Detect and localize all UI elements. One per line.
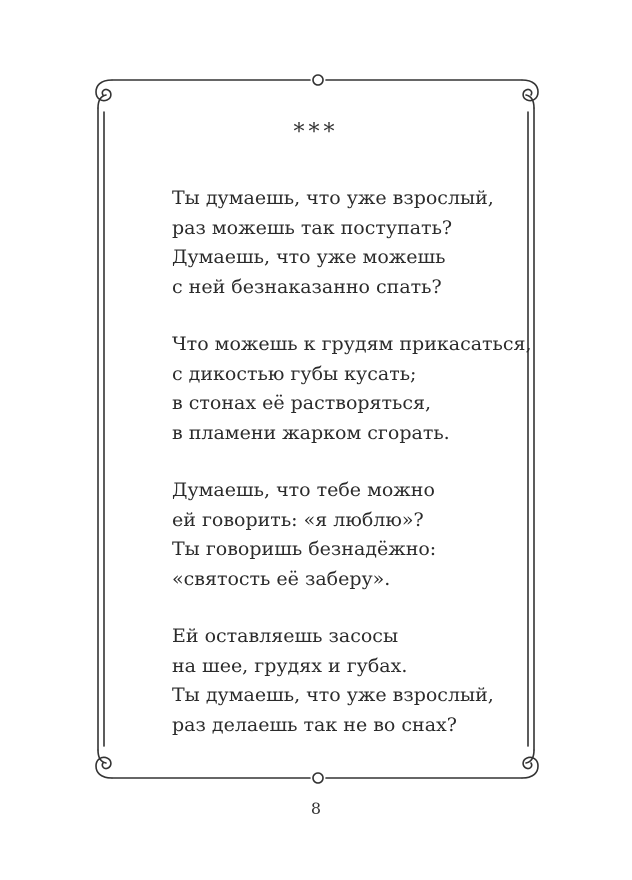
poem-line: раз можешь так поступать? <box>172 216 453 239</box>
stanza <box>172 330 532 448</box>
poem-heading: *** <box>293 120 339 145</box>
poem-line: в пламени жарком сгорать. <box>172 421 450 444</box>
poem-line: в стонах её растворяться, <box>172 392 432 414</box>
poem-line: Думаешь, что уже можешь <box>172 246 446 268</box>
page-number: 8 <box>310 799 322 818</box>
poem-line: Ты думаешь, что уже взрослый, <box>172 684 494 706</box>
stanza <box>172 476 512 594</box>
stanza <box>172 184 512 302</box>
stanza <box>172 622 512 740</box>
poem-line: «святость её заберу». <box>172 567 391 590</box>
poem-line: Ей оставляешь засосы <box>172 625 399 647</box>
poem-body <box>172 184 532 740</box>
poem-line: Что можешь к грудям прикасаться, <box>172 333 532 355</box>
poem-line: Думаешь, что тебе можно <box>172 479 435 501</box>
poem-line: ей говорить: «я люблю»? <box>172 508 424 531</box>
poem-line: Ты говоришь безнадёжно: <box>172 538 437 560</box>
poem-line: с дикостью губы кусать; <box>172 362 417 385</box>
poem-line: Ты думаешь, что уже взрослый, <box>172 187 494 209</box>
poem-line: на шее, грудях и губах. <box>172 654 408 677</box>
poem-line: раз делаешь так не во снах? <box>172 713 457 736</box>
poem-line: с ней безнаказанно спать? <box>172 275 442 298</box>
